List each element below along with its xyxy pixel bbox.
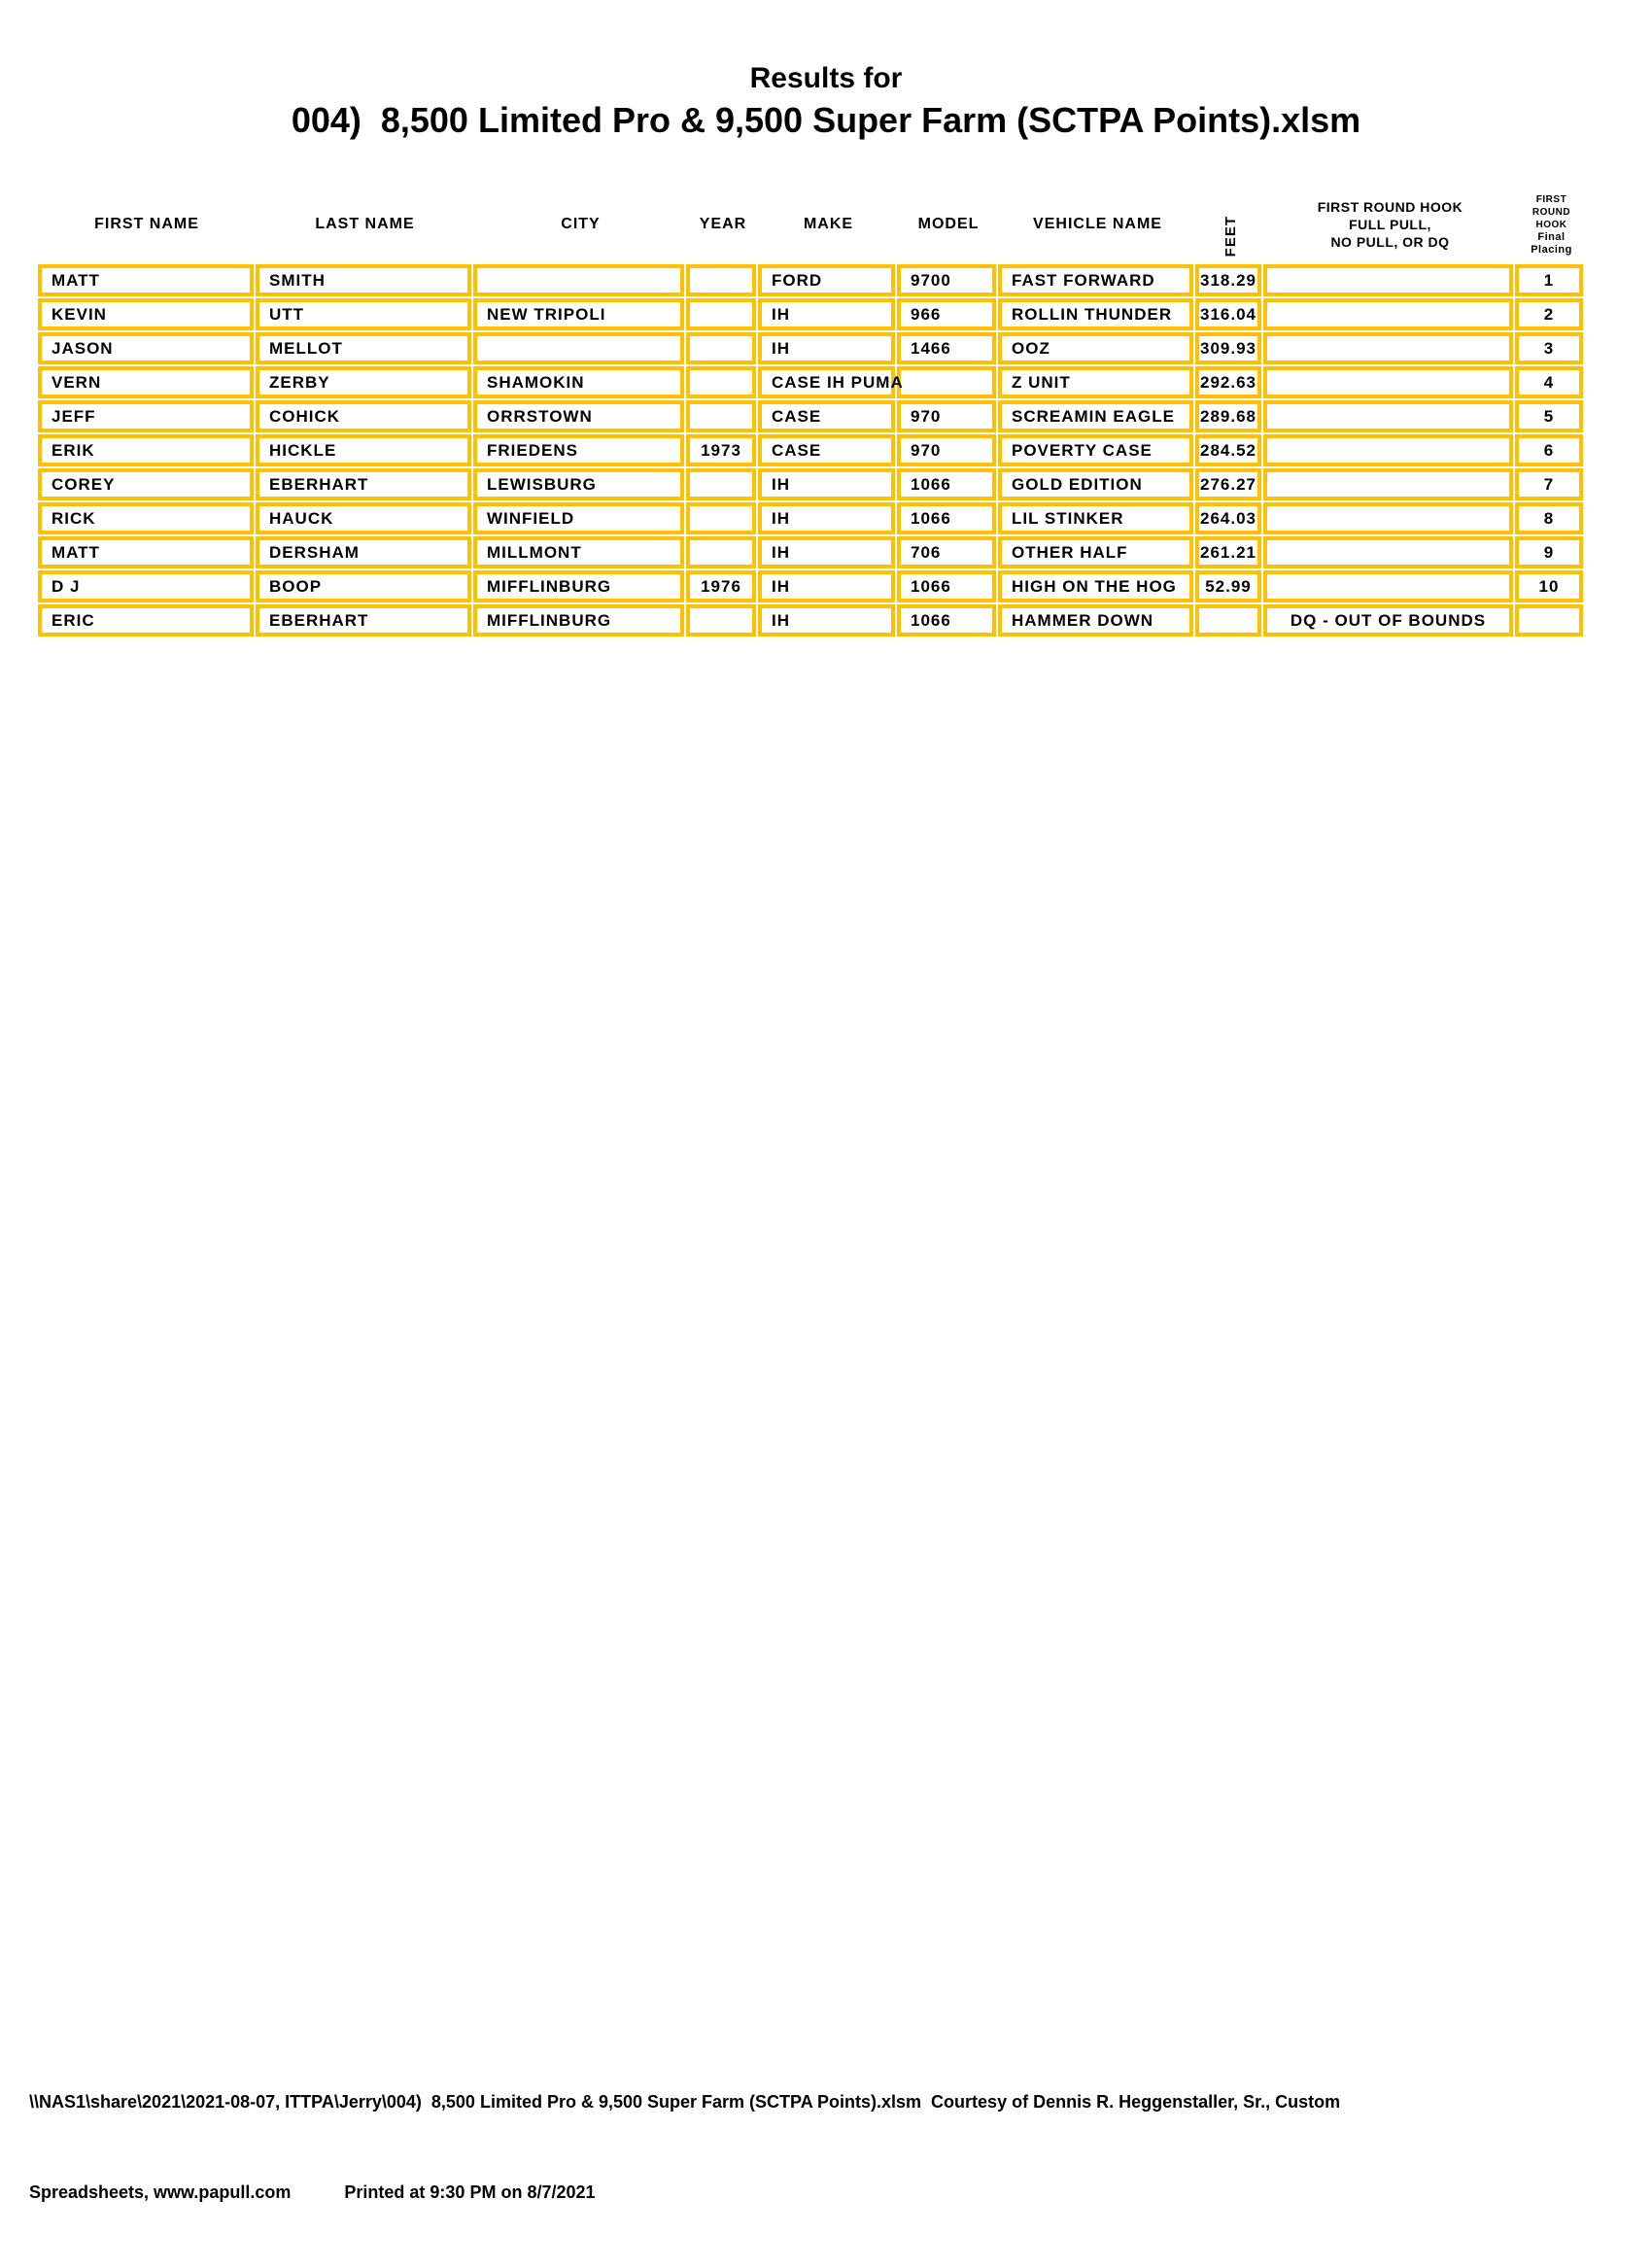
cell-feet: 276.27 [1195,468,1261,500]
feet-column-header-rotated: FEET [1222,215,1239,257]
cell-make: FORD [758,264,895,296]
cell-make: IH [758,536,895,568]
cell-vehicle_name: OOZ [998,332,1193,364]
cell-make: CASE [758,434,895,466]
cell-hook_result: DQ - OUT OF BOUNDS [1263,604,1513,636]
cell-model: 1066 [897,502,996,534]
cell-first_name: D J [38,570,254,602]
column-header-hook_result [1264,185,1516,264]
cell-model: 970 [897,400,996,432]
cell-feet: 316.04 [1195,298,1261,330]
cell-year: 1973 [686,434,756,466]
cell-model: 1466 [897,332,996,364]
cell-city [473,264,684,296]
cell-city: MIFFLINBURG [473,570,684,602]
cell-feet: 309.93 [1195,332,1261,364]
column-header-line: FULL PULL, [1349,217,1431,232]
cell-first_name: JASON [38,332,254,364]
cell-last_name: UTT [256,298,471,330]
cell-hook_result [1263,332,1513,364]
cell-year [686,400,756,432]
cell-first_name: COREY [38,468,254,500]
cell-first_name: JEFF [38,400,254,432]
cell-year [686,366,756,398]
footer-line2-left: Spreadsheets, www.papull.com [29,2182,292,2202]
cell-city [473,332,684,364]
cell-feet: 261.21 [1195,536,1261,568]
cell-vehicle_name: HAMMER DOWN [998,604,1193,636]
table-row [38,502,1583,534]
cell-year [686,468,756,500]
cell-vehicle_name: POVERTY CASE [998,434,1193,466]
column-header-first_name [38,185,256,264]
cell-placing: 8 [1515,502,1583,534]
cell-year [686,536,756,568]
cell-placing: 6 [1515,434,1583,466]
results-table [36,262,1585,638]
cell-city: LEWISBURG [473,468,684,500]
cell-city: ORRSTOWN [473,400,684,432]
cell-hook_result [1263,570,1513,602]
cell-last_name: MELLOT [256,332,471,364]
table-row [38,570,1583,602]
cell-hook_result [1263,400,1513,432]
footer-printed-at: Printed at 9:30 PM on 8/7/2021 [344,2182,596,2202]
column-header-make [759,185,898,264]
table-row [38,400,1583,432]
cell-vehicle_name: LIL STINKER [998,502,1193,534]
cell-placing: 10 [1515,570,1583,602]
cell-model: 970 [897,434,996,466]
cell-year [686,264,756,296]
cell-city: NEW TRIPOLI [473,298,684,330]
cell-placing [1515,604,1583,636]
cell-city: MIFFLINBURG [473,604,684,636]
column-header-label: MODEL [917,216,980,232]
cell-first_name: MATT [38,264,254,296]
cell-placing: 2 [1515,298,1583,330]
cell-feet: 292.63 [1195,366,1261,398]
report-title-line2: 004) 8,500 Limited Pro & 9,500 Super Farm (SCTPA Points).xlsm [291,100,1361,140]
cell-last_name: BOOP [256,570,471,602]
cell-make: IH [758,502,895,534]
cell-hook_result [1263,468,1513,500]
cell-vehicle_name: SCREAMIN EAGLE [998,400,1193,432]
column-header-line: FIRST ROUND [1532,193,1571,218]
table-row [38,366,1583,398]
cell-hook_result [1263,536,1513,568]
cell-model: 966 [897,298,996,330]
cell-city: WINFIELD [473,502,684,534]
column-header-model [898,185,999,264]
cell-placing: 3 [1515,332,1583,364]
table-row [38,536,1583,568]
column-header-lines [1516,193,1587,257]
cell-make: CASE IH PUMA [758,366,895,398]
cell-make: IH [758,468,895,500]
cell-model: 9700 [897,264,996,296]
cell-last_name: HAUCK [256,502,471,534]
column-header-line: HOOK [1535,219,1567,230]
cell-vehicle_name: ROLLIN THUNDER [998,298,1193,330]
cell-last_name: ZERBY [256,366,471,398]
column-header-placing [1516,185,1587,264]
table-row [38,604,1583,636]
cell-model: 706 [897,536,996,568]
column-header-label: VEHICLE NAME [1033,216,1162,232]
cell-vehicle_name: OTHER HALF [998,536,1193,568]
cell-first_name: ERIC [38,604,254,636]
cell-make: CASE [758,400,895,432]
column-header-line: FIRST ROUND HOOK [1317,199,1463,215]
page-footer [29,2027,1603,2268]
cell-year [686,298,756,330]
report-title [0,60,1652,144]
footer-line2 [29,2178,1603,2208]
cell-last_name: DERSHAM [256,536,471,568]
cell-vehicle_name: HIGH ON THE HOG [998,570,1193,602]
cell-feet: 318.29 [1195,264,1261,296]
cell-make: IH [758,604,895,636]
table-row [38,468,1583,500]
cell-model: 1066 [897,570,996,602]
column-header-line: Final Placing [1531,230,1572,256]
cell-first_name: KEVIN [38,298,254,330]
cell-first_name: ERIK [38,434,254,466]
cell-city: FRIEDENS [473,434,684,466]
column-header-label: YEAR [699,216,747,232]
column-header-vehicle_name [999,185,1196,264]
cell-vehicle_name: GOLD EDITION [998,468,1193,500]
column-header-line: NO PULL, OR DQ [1330,234,1450,250]
table-header-row [38,185,1587,264]
cell-feet: 52.99 [1195,570,1261,602]
cell-year [686,604,756,636]
cell-year: 1976 [686,570,756,602]
cell-feet: 264.03 [1195,502,1261,534]
footer-line1: \\NAS1\share\2021\2021-08-07, ITTPA\Jerry\004) 8,500 Limited Pro & 9,500 Super Farm (SCTPA Points).xlsm Courtesy of Dennis R. Heggenstaller, Sr., Custom [29,2092,1341,2112]
cell-year [686,502,756,534]
cell-placing: 9 [1515,536,1583,568]
column-header-lines [1318,198,1463,251]
column-header-label: LAST NAME [315,216,415,232]
cell-city: SHAMOKIN [473,366,684,398]
cell-last_name: EBERHART [256,468,471,500]
cell-make: IH [758,570,895,602]
cell-first_name: VERN [38,366,254,398]
cell-hook_result [1263,264,1513,296]
cell-make: IH [758,298,895,330]
table-row [38,332,1583,364]
cell-model [897,366,996,398]
table-row [38,264,1583,296]
column-header-city [474,185,687,264]
table-row [38,434,1583,466]
column-header-last_name [256,185,474,264]
cell-city: MILLMONT [473,536,684,568]
column-header-label: FIRST NAME [94,216,199,232]
cell-placing: 7 [1515,468,1583,500]
cell-first_name: MATT [38,536,254,568]
cell-model: 1066 [897,604,996,636]
cell-vehicle_name: Z UNIT [998,366,1193,398]
cell-placing: 5 [1515,400,1583,432]
cell-vehicle_name: FAST FORWARD [998,264,1193,296]
column-header-year [687,185,759,264]
column-header-label: MAKE [803,216,854,232]
cell-placing: 4 [1515,366,1583,398]
column-header-feet [1196,185,1264,264]
cell-hook_result [1263,434,1513,466]
cell-last_name: SMITH [256,264,471,296]
cell-make: IH [758,332,895,364]
cell-last_name: HICKLE [256,434,471,466]
cell-hook_result [1263,502,1513,534]
column-header-label: CITY [561,216,601,232]
cell-year [686,332,756,364]
cell-first_name: RICK [38,502,254,534]
cell-hook_result [1263,298,1513,330]
cell-hook_result [1263,366,1513,398]
cell-model: 1066 [897,468,996,500]
cell-last_name: EBERHART [256,604,471,636]
cell-feet: 289.68 [1195,400,1261,432]
table-row [38,298,1583,330]
report-title-line1: Results for [749,62,903,94]
cell-feet: 284.52 [1195,434,1261,466]
cell-feet [1195,604,1261,636]
cell-placing: 1 [1515,264,1583,296]
cell-last_name: COHICK [256,400,471,432]
